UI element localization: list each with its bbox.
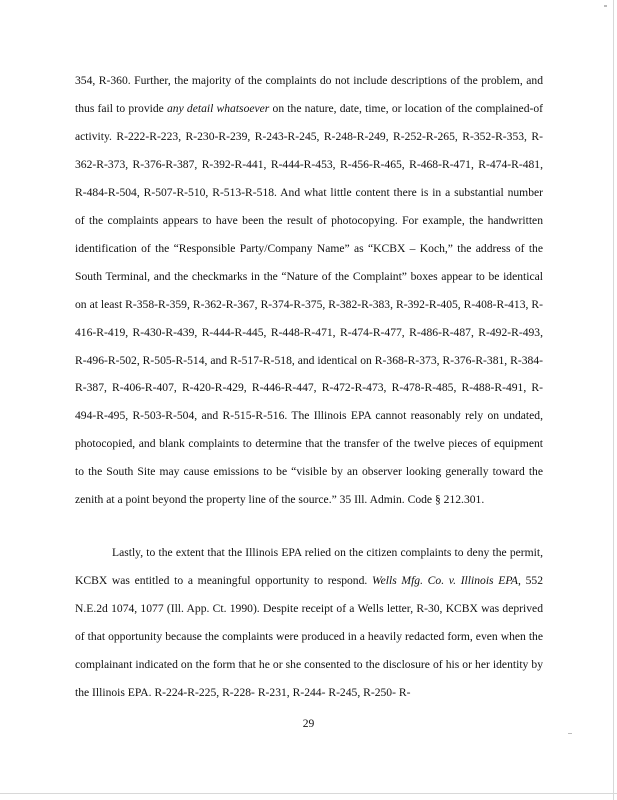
body-paragraph-2 [75, 539, 543, 707]
scan-edge-right [613, 0, 614, 800]
scan-speck [568, 733, 572, 734]
paragraph-1-text-end: on the nature, date, time, or location of the complained-of activity. R-222-R-223, R-230-R-239, R-243-R-245, R-248-R-249, R-252-R-265, R-352-R-353, R-362-R-373, R-376-R-387, R-392-R-441, R-444-R-453, R-456-R-465, R-468-R-471, R-474-R-481, R-484-R-504, R-507-R-510, R-513-R-518. And what little content there is in a substantial number of the complaints appears to have been the result of photocopying. For example, the handwritten identification of the “Responsible Party/Company Name” as “KCBX – Koch,” the address of the South Terminal, and the checkmarks in the “Nature of the Complaint” boxes appear to be identical on at least R-358-R-359, R-362-R-367, R-374-R-375, R-382-R-383, R-392-R-405, R-408-R-413, R-416-R-419, R-430-R-439, R-444-R-445, R-448-R-471, R-474-R-477, R-486-R-487, R-492-R-493, R-496-R-502, R-505-R-514, and R-517-R-518, and identical on R-368-R-373, R-376-R-381, R-384-R-387, R-406-R-407, R-420-R-429, R-446-R-447, R-472-R-473, R-478-R-485, R-488-R-491, R-494-R-495, R-503-R-504, and R-515-R-516. The Illinois EPA cannot reasonably rely on undated, photocopied, and blank complaints to determine that the transfer of the twelve pieces of equipment to the South Site may cause emissions to be “visible by an observer looking generally toward the zenith at a point beyond the property line of the source.” 35 Ill. Admin. Code § 212.301. [75, 101, 544, 507]
scan-speck [604, 5, 607, 7]
body-paragraph-1 [75, 67, 543, 514]
paragraph-2-text-start: Lastly, to the extent that the Illinois EPA relied on the citizen complaints to deny the permit, KCBX was entitled to a meaningful opportunity to respond. [75, 546, 543, 587]
emphasis-phrase: any detail whatsoever [166, 101, 270, 115]
paragraph-2-text-end: , 552 N.E.2d 1074, 1077 (Ill. App. Ct. 1990). Despite receipt of a Wells letter, R-30, KCBX was deprived of that opportunity because the complaints were produced in a heavily redacted form, even when the complainant indicated on the form that he or she consented to the disclosure of his or her identity by the Illinois EPA. R-224-R-225, R-228- R-231, R-244- R-245, R-250- R- [75, 573, 543, 699]
case-citation: Wells Mfg. Co. v. Illinois EPA [372, 573, 518, 587]
paragraph-1-text-start: 354, R-360. Further, the majority of the complaints do not include descriptions of the problem, and thus fail to provide [75, 74, 543, 115]
scan-edge-bottom [0, 793, 617, 794]
page-number: 29 [302, 717, 315, 730]
